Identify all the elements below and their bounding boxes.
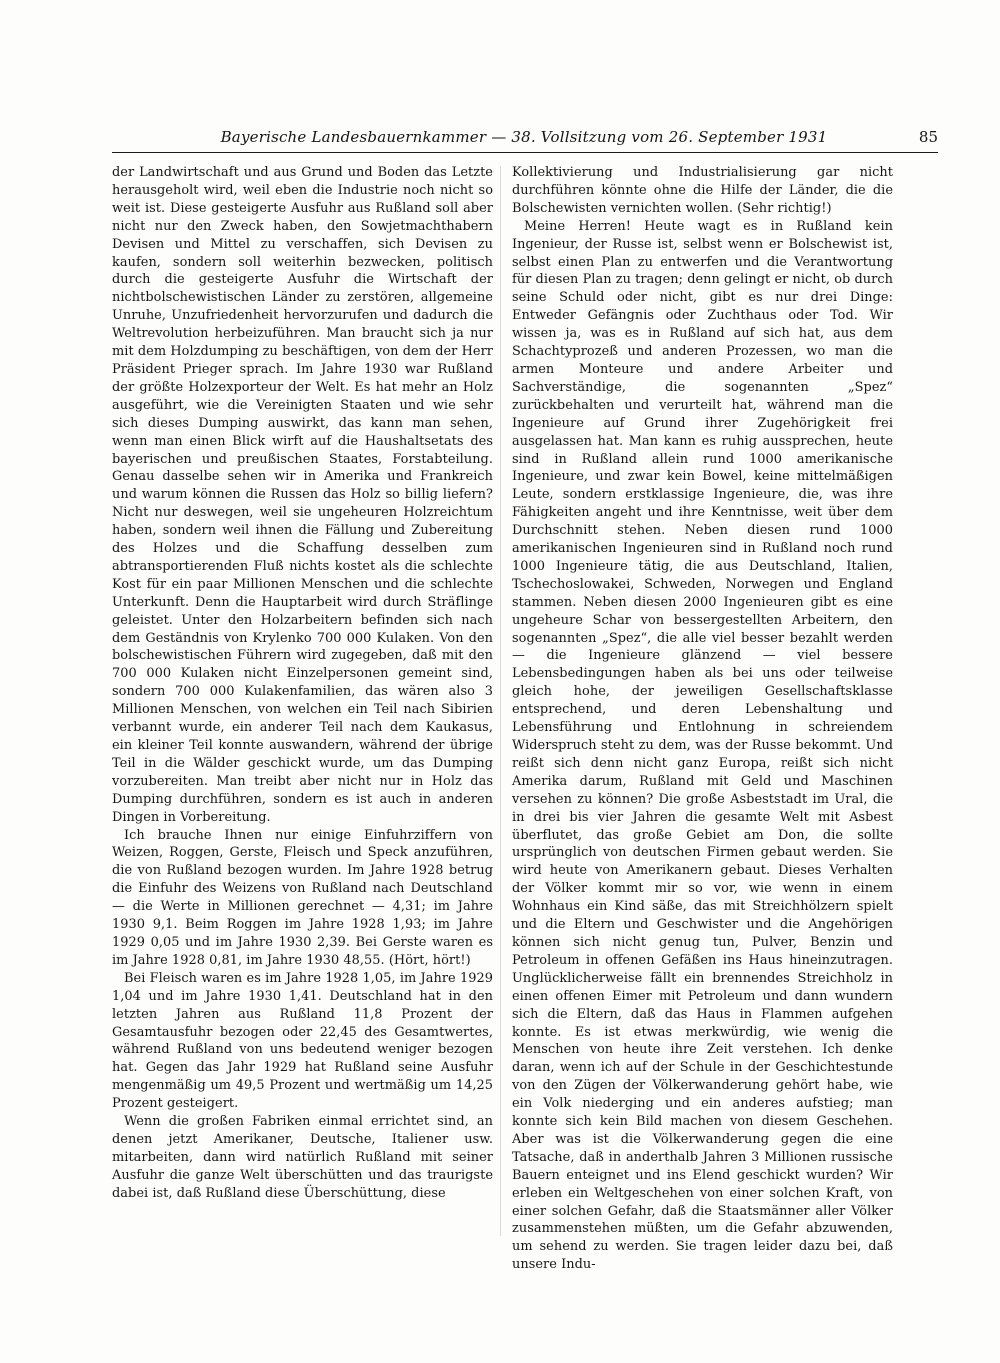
page-header (112, 128, 938, 152)
paragraph: Meine Herren! Heute wagt es in Rußland kein Ingenieur, der Russe ist, selbst wenn er Bolschewist ist, selbst einen Plan zu entwerfen und die Verantwortung für diesen Plan zu tragen; denn gelingt er nicht, ob durch seine Schuld oder nicht, gibt es nur drei Dinge: Entweder Gefängnis oder Zuchthaus oder Tod. Wir wissen ja, was es in Rußland auf sich hat, aus dem Schachtyprozeß und anderen Prozessen, wo man die armen Monteure und andere Arbeiter und Sachverständige, die sogenannten „Spez“ zurückbehalten und verurteilt hat, während man die Ingenieure auf Grund ihrer Zugehörigkeit frei ausgelassen hat. Man kann es ruhig aussprechen, heute sind in Rußland allein rund 1000 amerikanische Ingenieure, und zwar kein Bowel, keine mittelmäßigen Leute, sondern erstklassige Ingenieure, die, was ihre Fähigkeiten angeht und ihre Kenntnisse, weit über dem Durchschnitt stehen. Neben diesen rund 1000 amerikanischen Ingenieuren sind in Rußland noch rund 1000 Ingenieure tätig, die aus Deutschland, Italien, Tschechoslowakei, Schweden, Norwegen und England stammen. Neben diesen 2000 Ingenieuren gibt es eine ungeheure Schar von bessergestellten Arbeitern, den sogenannten „Spez“, die alle viel besser bezahlt werden — die Ingenieure glänzend — viel bessere Lebensbedingungen haben als bei uns oder teilweise gleich hohe, der jeweiligen Gesellschaftsklasse entsprechend, und deren Lebenshaltung und Lebensführung und Entlohnung in schreiendem Widerspruch steht zu dem, was der Russe bekommt. Und reißt sich denn nicht ganz Europa, reißt sich nicht Amerika darum, Rußland mit Geld und Maschinen versehen zu können? Die große Asbeststadt im Ural, die in drei bis vier Jahren die gesamte Welt mit Asbest überflutet, das große Gebiet am Don, die sollte ursprünglich von deutschen Firmen gebaut werden. Sie wird heute von Amerikanern gebaut. Dieses Verhalten der Völker kommt mir so vor, wie wenn in einem Wohnhaus ein Kind säße, das mit Streichhölzern spielt und die Eltern und Geschwister und die Angehörigen können sich nicht genug tun, Pulver, Benzin und Petroleum in offenen Gefäßen ins Haus hineinzutragen. Unglücklicherweise fällt ein brennendes Streichholz in einen offenen Eimer mit Petroleum und dann wundern sich die Eltern, daß das Haus in Flammen aufgehen konnte. Es ist etwas merkwürdig, wie wenig die Menschen von heute ihre Zeit verstehen. Ich denke daran, wenn ich auf der Schule in der Geschichtestunde von den Zügen der Völkerwanderung gehört habe, wie ein Volk niederging und ein anderes aufstieg; man konnte sich kein Bild machen von diesem Geschehen. Aber was ist die Völkerwanderung gegen die eine Tatsache, daß in anderthalb Jahren 3 Millionen russische Bauern enteignet und ins Elend geschickt wurden? Wir erleben ein Weltgeschehen von einer solchen Kraft, von einer solchen Gefahr, daß die Staatsmänner aller Völker zusammenstehen müßten, um die Gefahr abzuwenden, um sehend zu werden. Sie tragen leider dazu bei, daß unsere Indu- (512, 218, 893, 1273)
right-text-column (512, 164, 893, 1273)
page-number: 85 (918, 128, 938, 146)
paragraph: Bei Fleisch waren es im Jahre 1928 1,05, im Jahre 1929 1,04 und im Jahre 1930 1,41. Deutschland hat in den letzten Jahren aus Rußland 11,8 Prozent der Gesamtausfuhr bezogen oder 22,45 des Gesamtwertes, während Rußland von uns bedeutend weniger bezogen hat. Gegen das Jahr 1929 hat Rußland seine Ausfuhr mengenmäßig um 49,5 Prozent und wertmäßig um 14,25 Prozent gesteigert. (112, 970, 493, 1112)
paragraph: Wenn die großen Fabriken einmal errichtet sind, an denen jetzt Amerikaner, Deutsche, Italiener usw. mitarbeiten, dann wird natürlich Rußland mit seiner Ausfuhr die ganze Welt überschütten und das traurigste dabei ist, daß Rußland diese Überschüttung, diese (112, 1114, 493, 1201)
paragraph: Kollektivierung und Industrialisierung gar nicht durchführen könnte ohne die Hilfe der Länder, die die Bolschewisten vernichten wollen. (Sehr richtig!) (512, 165, 893, 216)
left-text-column (112, 164, 493, 1244)
header-rule (112, 152, 938, 153)
column-divider (500, 166, 501, 1236)
running-title: Bayerische Landesbauernkammer — 38. Vollsitzung vom 26. September 1931 (220, 128, 828, 146)
paragraph: der Landwirtschaft und aus Grund und Boden das Letzte herausgeholt wird, weil eben die Industrie noch nicht so weit ist. Diese gesteigerte Ausfuhr aus Rußland soll aber nicht nur den Zweck haben, den Sowjetmachthabern Devisen und Mittel zu verschaffen, sich Devisen zu kaufen, sondern soll weiterhin bezwecken, politisch durch die gesteigerte Ausfuhr die Wirtschaft der nichtbolschewistischen Länder zu zerstören, allgemeine Unruhe, Unzufriedenheit hervorzurufen und dadurch die Weltrevolution herbeizuführen. Man braucht sich ja nur mit dem Holzdumping zu beschäftigen, von dem der Herr Präsident Prieger sprach. Im Jahre 1930 war Rußland der größte Holzexporteur der Welt. Es hat mehr an Holz ausgeführt, wie die Vereinigten Staaten und wie sehr sich dieses Dumping auswirkt, das kann man sehen, wenn man einen Blick wirft auf die Haushaltsetats des bayerischen und preußischen Staates, Forstabteilung. Genau dasselbe sehen wir in Amerika und Frankreich und warum können die Russen das Holz so billig liefern? Nicht nur deswegen, weil sie ungeheuren Holzreichtum haben, sondern weil ihnen die Fällung und Zubereitung des Holzes und die Schaffung desselben zum abtransportierenden Fluß nichts kostet als die schlechte Kost für ein paar Millionen Menschen und die schlechte Unterkunft. Denn die Hauptarbeit wird durch Sträflinge geleistet. Unter den Holzarbeitern befinden sich nach dem Geständnis von Krylenko 700 000 Kulaken. Von den bolschewistischen Führern wird zugegeben, daß mit den 700 000 Kulaken nicht Einzelpersonen gemeint sind, sondern 700 000 Kulakenfamilien, das wären also 3 Millionen Menschen, von welchen ein Teil nach Sibirien verbannt wurde, ein anderer Teil nach dem Kaukasus, ein kleiner Teil konnte auswandern, während der übrige Teil in die Wälder geschickt wurde, um das Dumping vorzubereiten. Man treibt aber nicht nur in Holz das Dumping durchführen, sondern es ist auch in anderen Dingen in Vorbereitung. (112, 165, 493, 825)
paragraph: Ich brauche Ihnen nur einige Einfuhrziffern von Weizen, Roggen, Gerste, Fleisch und Speck anzuführen, die von Rußland bezogen wurden. Im Jahre 1928 betrug die Einfuhr des Weizens von Rußland nach Deutschland — die Werte in Millionen gerechnet — 4,31; im Jahre 1930 9,1. Beim Roggen im Jahre 1928 1,93; im Jahre 1929 0,05 und im Jahre 1930 2,39. Bei Gerste waren es im Jahre 1928 0,81, im Jahre 1930 48,55. (Hört, hört!) (112, 827, 493, 968)
